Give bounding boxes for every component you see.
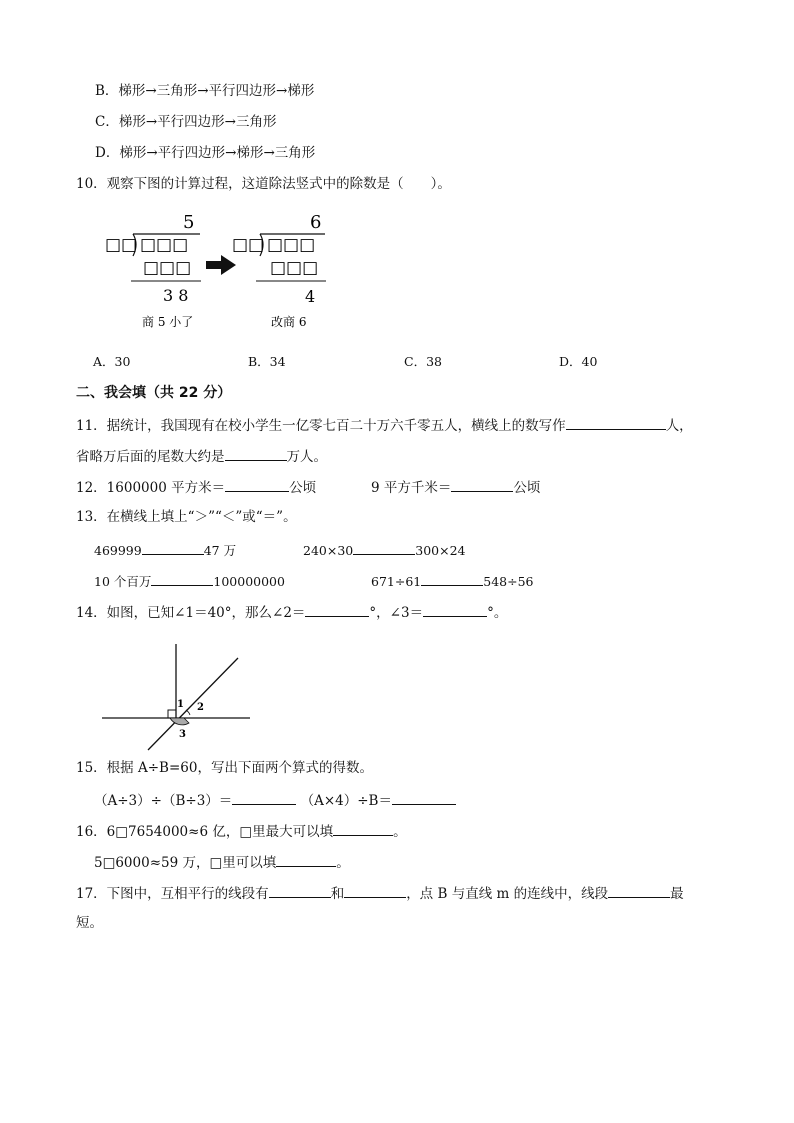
q15-line — [94, 790, 456, 810]
q13-blank-1[interactable] — [142, 540, 204, 555]
left-quotient: 5 — [183, 212, 195, 233]
q14-text-a: 14．如图，已知∠1＝40°，那么∠2＝ — [76, 605, 306, 621]
q13-r2c: 671÷61 — [371, 574, 422, 589]
q11-text-d: 万人。 — [286, 449, 327, 465]
q16-line2 — [94, 852, 350, 872]
q13-row2-left — [94, 571, 285, 591]
q17-blank-2[interactable] — [344, 883, 406, 898]
left-remainder: 3 8 — [163, 286, 189, 305]
q14-blank-1[interactable] — [305, 602, 369, 617]
q13-r1b: 47 万 — [203, 543, 237, 558]
left-dividend: □□□ — [140, 235, 189, 255]
q9-option-d: D．梯形→平行四边形→梯形→三角形 — [95, 145, 316, 161]
q16-blank-1[interactable] — [333, 821, 393, 836]
q10-division-figure — [105, 210, 335, 335]
q13-r2d: 548÷56 — [483, 574, 534, 589]
q15-text-b: （A×4）÷B＝ — [300, 793, 392, 809]
q13-stem: 13．在横线上填上“＞”“＜”或“＝”。 — [76, 509, 297, 525]
q15-blank-1[interactable] — [232, 790, 296, 805]
q12-blank-1[interactable] — [225, 477, 289, 492]
left-divisor: □□ — [105, 235, 138, 255]
q9-option-c: C．梯形→平行四边形→三角形 — [95, 114, 277, 130]
right-angle-mark — [168, 710, 176, 718]
q12-text-d: 公顷 — [513, 480, 541, 496]
q11-blank-2[interactable] — [225, 446, 287, 461]
q15-stem: 15．根据 A÷B=60，写出下面两个算式的得数。 — [76, 760, 373, 776]
q14-blank-2[interactable] — [423, 602, 487, 617]
q16-blank-2[interactable] — [276, 852, 336, 867]
q13-row1-right — [303, 540, 466, 560]
q10-option-b: B．34 — [248, 354, 286, 369]
right-divisor: □□ — [232, 235, 265, 255]
q17-line2: 短。 — [76, 915, 103, 931]
q13-r2b: 100000000 — [213, 574, 285, 589]
q11-blank-1[interactable] — [566, 415, 666, 430]
q16-text-b: 。 — [393, 824, 407, 840]
q9-option-b: B．梯形→三角形→平行四边形→梯形 — [95, 83, 315, 99]
q17-text-a: 17．下图中，互相平行的线段有 — [76, 886, 269, 902]
q14-line — [76, 602, 507, 622]
q10-option-a: A．30 — [93, 354, 131, 369]
q15-blank-2[interactable] — [392, 790, 456, 805]
q13-r1d: 300×24 — [415, 543, 466, 558]
q17-text-b: 和 — [330, 886, 345, 902]
arrow-icon — [206, 255, 236, 275]
q10-option-d: D．40 — [559, 354, 598, 369]
angle-1-label: 1 — [177, 699, 184, 710]
q13-blank-3[interactable] — [151, 571, 213, 586]
q13-r1c: 240×30 — [303, 543, 354, 558]
q13-row1-left — [94, 540, 236, 560]
right-product: □□□ — [270, 258, 319, 278]
right-quotient: 6 — [310, 212, 322, 233]
q14-angle-figure — [100, 640, 252, 752]
angle-2-label: 2 — [197, 702, 204, 713]
q13-blank-4[interactable] — [421, 571, 483, 586]
left-product: □□□ — [143, 258, 192, 278]
q16-line1 — [76, 821, 407, 841]
q14-text-b: °，∠3＝ — [369, 605, 424, 621]
division-right — [232, 212, 326, 329]
q17-text-d: 最 — [670, 886, 684, 902]
q16-text-d: 。 — [336, 855, 350, 871]
q12-blank-2[interactable] — [451, 477, 513, 492]
q17-line1 — [76, 883, 684, 903]
right-caption: 改商 6 — [271, 315, 307, 329]
q11-line1 — [76, 415, 693, 435]
angle-2-arc — [186, 710, 190, 715]
q12-text-c: 9 平方千米＝ — [371, 480, 452, 496]
q12-line — [76, 477, 316, 497]
q17-blank-1[interactable] — [269, 883, 331, 898]
q13-blank-2[interactable] — [353, 540, 415, 555]
q13-row2-right — [371, 571, 534, 591]
q16-text-c: 5□6000≈59 万，□里可以填 — [94, 855, 277, 871]
right-remainder: 4 — [305, 287, 316, 306]
q16-text-a: 16．6□7654000≈6 亿，□里最大可以填 — [76, 824, 334, 840]
q11-text-b: 人， — [665, 418, 693, 434]
q15-text-a: （A÷3）÷（B÷3）＝ — [94, 793, 233, 809]
q17-blank-3[interactable] — [608, 883, 670, 898]
division-left — [105, 212, 201, 329]
q13-r2a: 10 个百万 — [94, 574, 152, 589]
q11-line2 — [76, 446, 327, 466]
q10-stem: 10．观察下图的计算过程，这道除法竖式中的除数是（ ）。 — [76, 176, 451, 192]
left-caption: 商 5 小了 — [142, 315, 194, 329]
q10-option-c: C．38 — [404, 354, 442, 369]
q11-text-c: 省略万后面的尾数大约是 — [76, 449, 225, 465]
q13-r1a: 469999 — [94, 543, 142, 558]
right-dividend: □□□ — [267, 235, 316, 255]
q12-line-part2 — [371, 477, 540, 497]
slanted-line — [148, 658, 238, 750]
q11-text-a: 11．据统计，我国现有在校小学生一亿零七百二十万六千零五人，横线上的数写作 — [76, 418, 566, 434]
q14-text-c: °。 — [487, 605, 508, 621]
q17-text-c: ，点 B 与直线 m 的连线中，线段 — [406, 886, 609, 902]
q12-text-b: 公顷 — [289, 480, 317, 496]
section-title: 二、我会填（共 22 分） — [76, 385, 232, 401]
angle-3-label: 3 — [179, 729, 186, 740]
q12-text-a: 12．1600000 平方米＝ — [76, 480, 226, 496]
